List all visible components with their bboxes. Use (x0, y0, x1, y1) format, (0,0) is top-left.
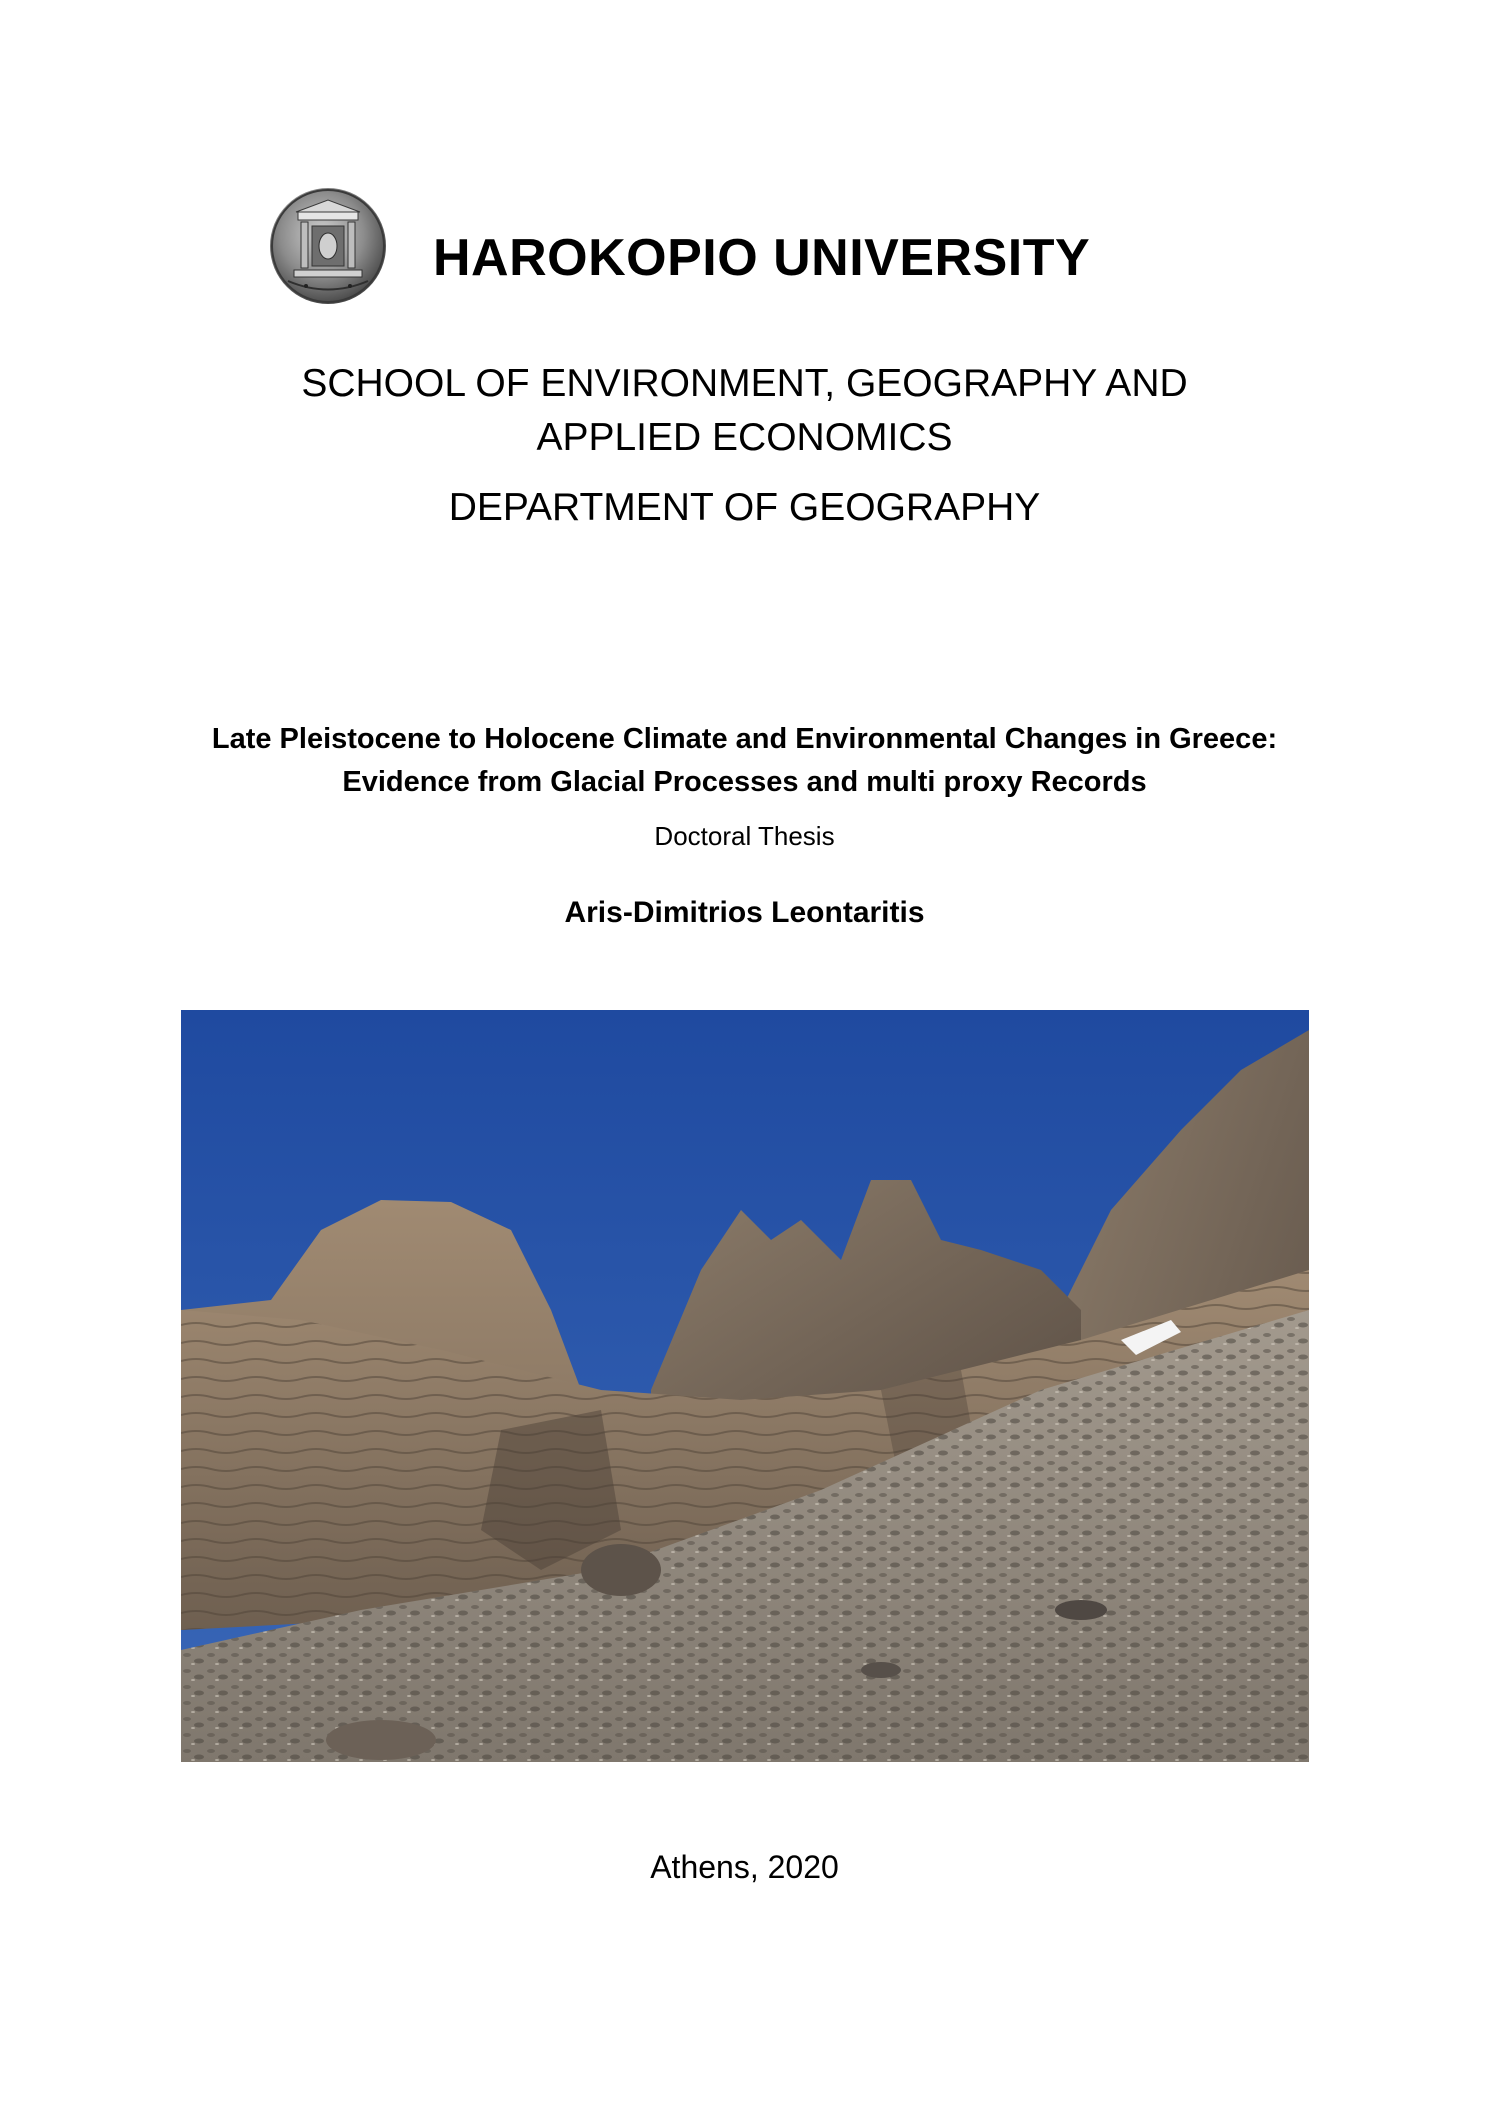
school-name: SCHOOL OF ENVIRONMENT, GEOGRAPHY AND APPLIED ECONOMICS (301, 362, 1188, 459)
thesis-title-line1: Late Pleistocene to Holocene Climate and Environmental Changes in Greece: (211, 723, 1278, 755)
university-seal-icon (268, 186, 388, 306)
cover-photo (181, 1010, 1309, 1762)
mountain-cliffs-scree-photo (181, 1010, 1309, 1762)
department-name: DEPARTMENT OF GEOGRAPHY (448, 486, 1041, 529)
author-name: Aris-Dimitrios Leontaritis (564, 896, 925, 929)
thesis-title-line2: Evidence from Glacial Processes and multi proxy Records (342, 766, 1147, 798)
place-and-date: Athens, 2020 (650, 1849, 839, 1885)
thesis-type: Doctoral Thesis (654, 821, 835, 851)
university-name: HAROKOPIO UNIVERSITY (433, 229, 1091, 287)
thesis-title (0, 718, 1489, 804)
